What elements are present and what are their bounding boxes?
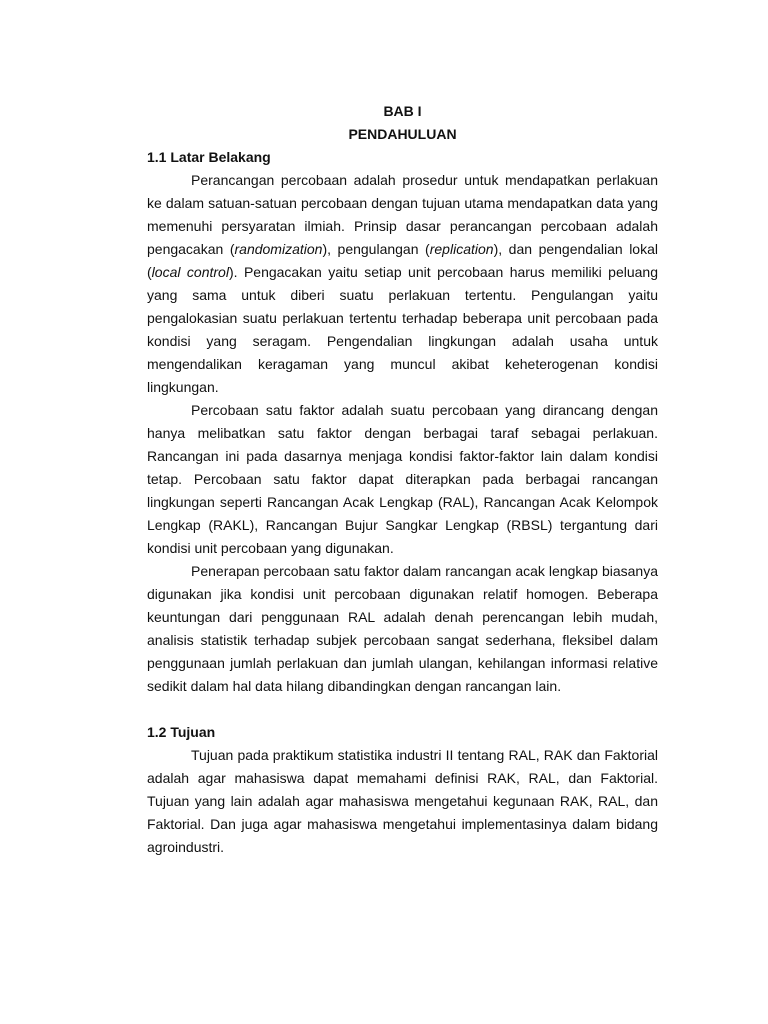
paragraph-text: Perancangan percobaan adalah prosedur untuk mendapatkan perlakuan ke dalam satuan-satuan percobaan dengan tujuan utama mendapatkan data yang memenuhi persyaratan ilmiah. Prinsip dasar perancangan percobaan adalah pengacakan ( <box>147 172 658 257</box>
section-spacer <box>147 698 658 721</box>
section-latar-belakang <box>147 146 658 698</box>
paragraph-text: Penerapan percobaan satu faktor dalam rancangan acak lengkap biasanya digunakan jika kondisi unit percobaan digunakan relatif homogen. Beberapa keuntungan dari penggunaan RAL adalah denah perencangan lebih mudah, analisis statistik terhadap subjek percobaan sangat sederhana, fleksibel dalam penggunaan jumlah perlakuan dan jumlah ulangan, kehilangan informasi relative sedikit dalam hal data hilang dibandingkan dengan rancangan lain. <box>147 563 658 694</box>
chapter-label: BAB I <box>383 103 422 119</box>
paragraph-term: local control <box>151 264 229 280</box>
section-tujuan <box>147 721 658 859</box>
paragraph-term: randomization <box>234 241 323 257</box>
paragraph-text: ). Pengacakan yaitu setiap unit percobaan harus memiliki peluang yang sama untuk diberi suatu perlakuan tertentu. Pengulangan yaitu pengalokasian suatu perlakuan tertentu terhadap beberapa unit percobaan pada kondisi yang seragam. Pengendalian lingkungan adalah usaha untuk mengendalikan keragaman yang muncul akibat keheterogenan kondisi lingkungan. <box>147 264 659 395</box>
paragraph-text: Percobaan satu faktor adalah suatu percobaan yang dirancang dengan hanya melibatkan satu faktor dengan berbagai taraf sebagai perlakuan. Rancangan ini pada dasarnya menjaga kondisi faktor-faktor lain dalam kondisi tetap. Percobaan satu faktor dapat diterapkan pada berbagai rancangan lingkungan seperti Rancangan Acak Lengkap (RAL), Rancangan Acak Kelompok Lengkap (RAKL), Rancangan Bujur Sangkar Lengkap (RBSL) tergantung dari kondisi unit percobaan yang digunakan. <box>147 402 658 556</box>
section-heading: 1.1 Latar Belakang <box>147 149 271 165</box>
paragraph-text: ), dan pengendalian lokal ( <box>147 241 658 280</box>
section-heading: 1.2 Tujuan <box>147 724 216 740</box>
paragraph <box>147 744 658 859</box>
paragraph-text: ), pengulangan ( <box>322 241 430 257</box>
paragraph <box>147 399 658 560</box>
paragraph <box>147 169 658 399</box>
chapter-title: PENDAHULUAN <box>348 126 457 142</box>
paragraph-text: Tujuan pada praktikum statistika industri II tentang RAL, RAK dan Faktorial adalah agar mahasiswa dapat memahami definisi RAK, RAL, dan Faktorial. Tujuan yang lain adalah agar mahasiswa mengetahui kegunaan RAK, RAL, dan Faktorial. Dan juga agar mahasiswa mengetahui implementasinya dalam bidang agroindustri. <box>147 747 658 855</box>
paragraph-term: replication <box>429 241 494 257</box>
paragraph <box>147 560 658 698</box>
document-page <box>147 100 658 859</box>
